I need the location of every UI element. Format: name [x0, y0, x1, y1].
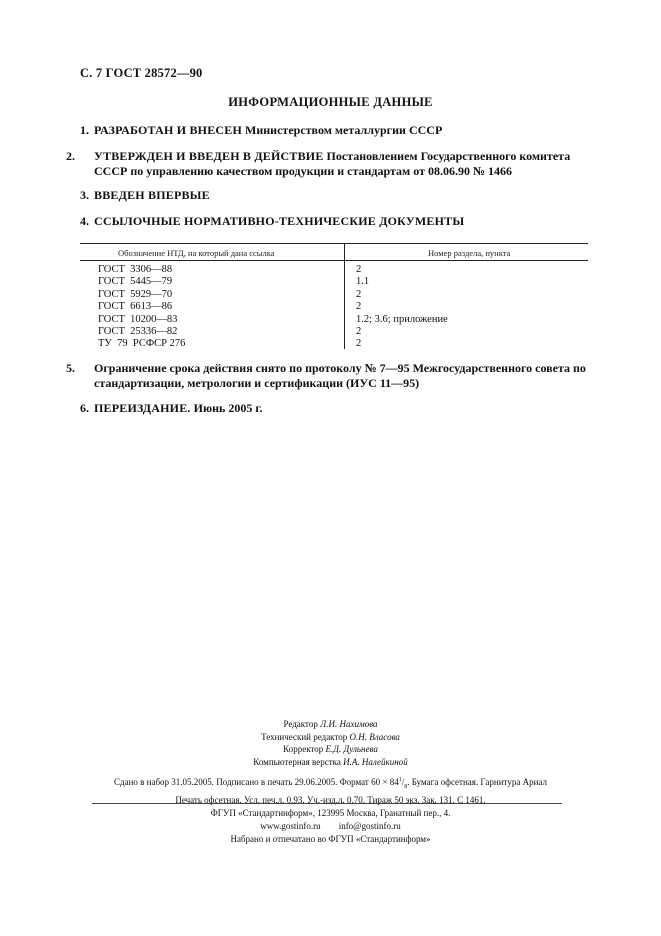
item-body — [66, 149, 590, 179]
section-title: ИНФОРМАЦИОННЫЕ ДАННЫЕ — [228, 95, 433, 109]
table-cell-section: 1.1 — [356, 276, 370, 288]
item-lead: ВВЕДЕН ВПЕРВЫЕ — [94, 188, 210, 202]
table-header-section: Номер раздела, пункта — [428, 248, 511, 258]
table-cell-section: 2 — [356, 326, 362, 338]
item-lead: ССЫЛОЧНЫЕ НОРМАТИВНО-ТЕХНИЧЕСКИЕ ДОКУМЕНТЫ — [94, 214, 465, 228]
table-header-doc: Обозначение НТД, на который дана ссылка — [118, 248, 275, 258]
credit-role: Компьютерная верстка — [253, 756, 341, 767]
item-lead: УТВЕРЖДЕН И ВВЕДЕН В ДЕЙСТВИЕ — [94, 149, 324, 163]
item-text: Постановлением Государственного комитета СССР по управлению качеством продукции и стандартам от 08.06.90 № 1466 — [94, 149, 571, 178]
item-text: Июнь 2005 г. — [190, 401, 263, 415]
publisher-contacts — [0, 820, 661, 833]
table-cell-section: 2 — [356, 288, 362, 300]
info-item-4 — [80, 214, 590, 229]
item-number: 5. — [66, 361, 75, 375]
credit-editor — [0, 718, 661, 731]
table-cell-doc: ТУ 79 РСФСР 276 — [98, 338, 186, 350]
item-body — [66, 361, 590, 391]
item-number: 3. — [80, 188, 89, 202]
publisher-email: info@gostinfo.ru — [338, 821, 401, 831]
publisher-website: www.gostinfo.ru — [260, 821, 321, 831]
credit-name: Л.И. Нахимова — [320, 719, 378, 729]
info-item-3 — [80, 188, 590, 203]
item-number: 6. — [80, 401, 89, 415]
table-cell-doc: ГОСТ 5445—79 — [98, 276, 173, 288]
table-doc-column — [98, 264, 185, 351]
table-column-separator — [344, 243, 345, 349]
table-cell-doc: ГОСТ 25336—82 — [98, 326, 178, 338]
credit-role: Технический редактор — [261, 731, 348, 742]
imprint-block — [0, 774, 661, 807]
table-top-rule — [80, 243, 588, 244]
info-item-6 — [80, 401, 590, 416]
publisher-address: ФГУП «Стандартинформ», 123995 Москва, Гранатный пер., 4. — [210, 808, 451, 818]
info-item-1 — [80, 123, 590, 138]
format-fraction-denominator: 8 — [404, 783, 408, 790]
item-number: 2. — [66, 149, 75, 163]
table-cell-doc: ГОСТ 6613—86 — [98, 301, 173, 313]
page-header: С. 7 ГОСТ 28572—90 — [80, 66, 203, 80]
item-number: 4. — [80, 214, 89, 228]
credit-name: О.Н. Власова — [349, 731, 400, 742]
imprint-text: Сдано в набор 31.05.2005. Подписано в печать 29.06.2005. Формат 60 × 84 — [114, 777, 399, 787]
table-section-column — [356, 264, 448, 351]
table-cell-doc: ГОСТ 3306—88 — [98, 264, 173, 275]
item-number: 1. — [80, 123, 89, 137]
credit-tech-editor — [0, 731, 661, 744]
table-cell-doc: ГОСТ 5929—70 — [98, 288, 173, 300]
table-cell-section: 2 — [356, 301, 362, 313]
footer-divider — [92, 803, 562, 804]
publisher-printer: Набрано и отпечатано во ФГУП «Стандартинформ» — [230, 834, 431, 844]
credit-name: И.А. Налейкиной — [343, 756, 408, 767]
imprint-line-2: Печать офсетная. Усл. печ.л. 0,93. Уч.-изд.л. 0,70. Тираж 50 экз. Зак. 131. С 1461. — [175, 794, 486, 805]
table-cell-section: 1.2; 3.6; приложение — [356, 313, 448, 325]
table-cell-section: 2 — [356, 338, 362, 350]
info-item-5 — [66, 361, 590, 391]
format-fraction-numerator: 1 — [398, 777, 402, 783]
credit-role: Корректор — [283, 744, 324, 754]
credit-proofreader — [0, 743, 661, 756]
credit-name: Е.Д. Дульнева — [325, 744, 378, 754]
item-lead: РАЗРАБОТАН И ВНЕСЕН — [94, 123, 243, 137]
credit-role: Редактор — [283, 719, 318, 729]
item-lead: ПЕРЕИЗДАНИЕ. — [94, 401, 191, 415]
info-item-2 — [66, 149, 590, 179]
imprint-line-1: Сдано в набор 31.05.2005. Подписано в печать 29.06.2005. Формат $60 \times 84^1/_8$. Бумага офсетная. Гарнитура Ариал — [114, 777, 547, 790]
table-header-rule — [80, 260, 588, 261]
credit-layout — [0, 756, 661, 769]
table-cell-section: 2 — [356, 264, 362, 275]
imprint-text: . Бумага офсетная. Гарнитура Ариал — [407, 777, 547, 787]
item-text: Ограничение срока действия снято по протоколу № 7—95 Межгосударственного совета по стандартизации, метрологии и сертификации (ИУС 11—95) — [94, 361, 586, 390]
credits-block — [0, 718, 661, 768]
item-text: Министерством металлургии СССР — [242, 123, 443, 137]
publisher-block — [0, 807, 661, 846]
table-cell-doc: ГОСТ 10200—83 — [98, 313, 178, 325]
